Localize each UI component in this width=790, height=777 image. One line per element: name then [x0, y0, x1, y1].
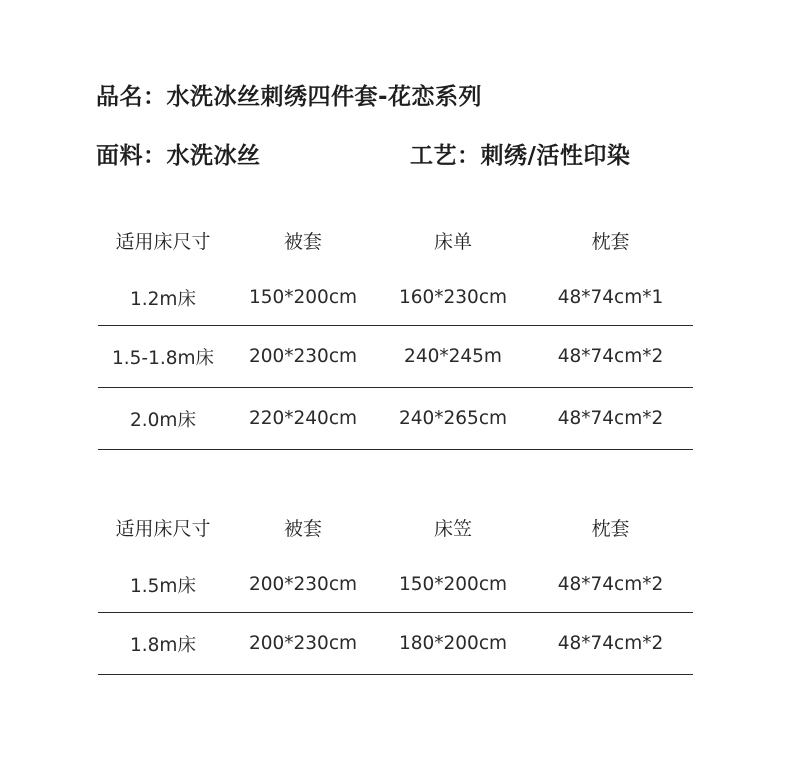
table-row	[98, 326, 693, 388]
cell-duvet-cover: 200*230cm	[248, 574, 358, 595]
table-row	[98, 557, 693, 613]
header-pillowcase: 枕套	[591, 517, 630, 540]
fabric-line	[96, 137, 261, 170]
cell-flat-sheet: 160*230cm	[398, 287, 508, 308]
header-duvet-cover: 被套	[283, 517, 322, 540]
cell-fitted-sheet: 150*200cm	[398, 574, 508, 595]
header-flat-sheet: 床单	[433, 230, 472, 253]
product-name-value: 水洗冰丝刺绣四件套-花恋系列	[166, 84, 483, 110]
table-header-row	[98, 497, 693, 557]
cell-pillowcase: 48*74cm*1	[557, 287, 664, 308]
header-fitted-sheet: 床笠	[433, 517, 472, 540]
size-table-fitted-sheet	[98, 497, 693, 675]
cell-bed-size: 1.5-1.8m床	[111, 347, 215, 369]
fabric-value: 水洗冰丝	[166, 143, 261, 169]
table-row	[98, 388, 693, 450]
cell-pillowcase: 48*74cm*2	[557, 346, 664, 367]
craft-label: 工艺：	[410, 143, 481, 169]
table-row	[98, 613, 693, 675]
fabric-label: 面料：	[96, 143, 167, 169]
cell-bed-size: 1.5m床	[130, 575, 196, 597]
cell-flat-sheet: 240*265cm	[398, 408, 508, 429]
table-row	[98, 270, 693, 326]
cell-bed-size: 1.2m床	[130, 288, 196, 310]
cell-bed-size: 1.8m床	[130, 634, 196, 656]
cell-pillowcase: 48*74cm*2	[557, 633, 664, 654]
product-name-line	[96, 78, 482, 111]
craft-line	[410, 137, 630, 170]
cell-duvet-cover: 220*240cm	[248, 408, 358, 429]
cell-flat-sheet: 240*245m	[404, 346, 502, 367]
table-header-row	[98, 210, 693, 270]
cell-pillowcase: 48*74cm*2	[557, 574, 664, 595]
cell-fitted-sheet: 180*200cm	[398, 633, 508, 654]
size-table-flat-sheet	[98, 210, 693, 450]
header-bed-size: 适用床尺寸	[115, 517, 211, 540]
cell-duvet-cover: 200*230cm	[248, 346, 358, 367]
product-name-label: 品名：	[96, 84, 167, 110]
cell-bed-size: 2.0m床	[130, 409, 196, 431]
header-bed-size: 适用床尺寸	[115, 230, 211, 253]
header-pillowcase: 枕套	[591, 230, 630, 253]
cell-duvet-cover: 150*200cm	[248, 287, 358, 308]
cell-pillowcase: 48*74cm*2	[557, 408, 664, 429]
craft-value: 刺绣/活性印染	[480, 143, 631, 169]
cell-duvet-cover: 200*230cm	[248, 633, 358, 654]
header-duvet-cover: 被套	[283, 230, 322, 253]
